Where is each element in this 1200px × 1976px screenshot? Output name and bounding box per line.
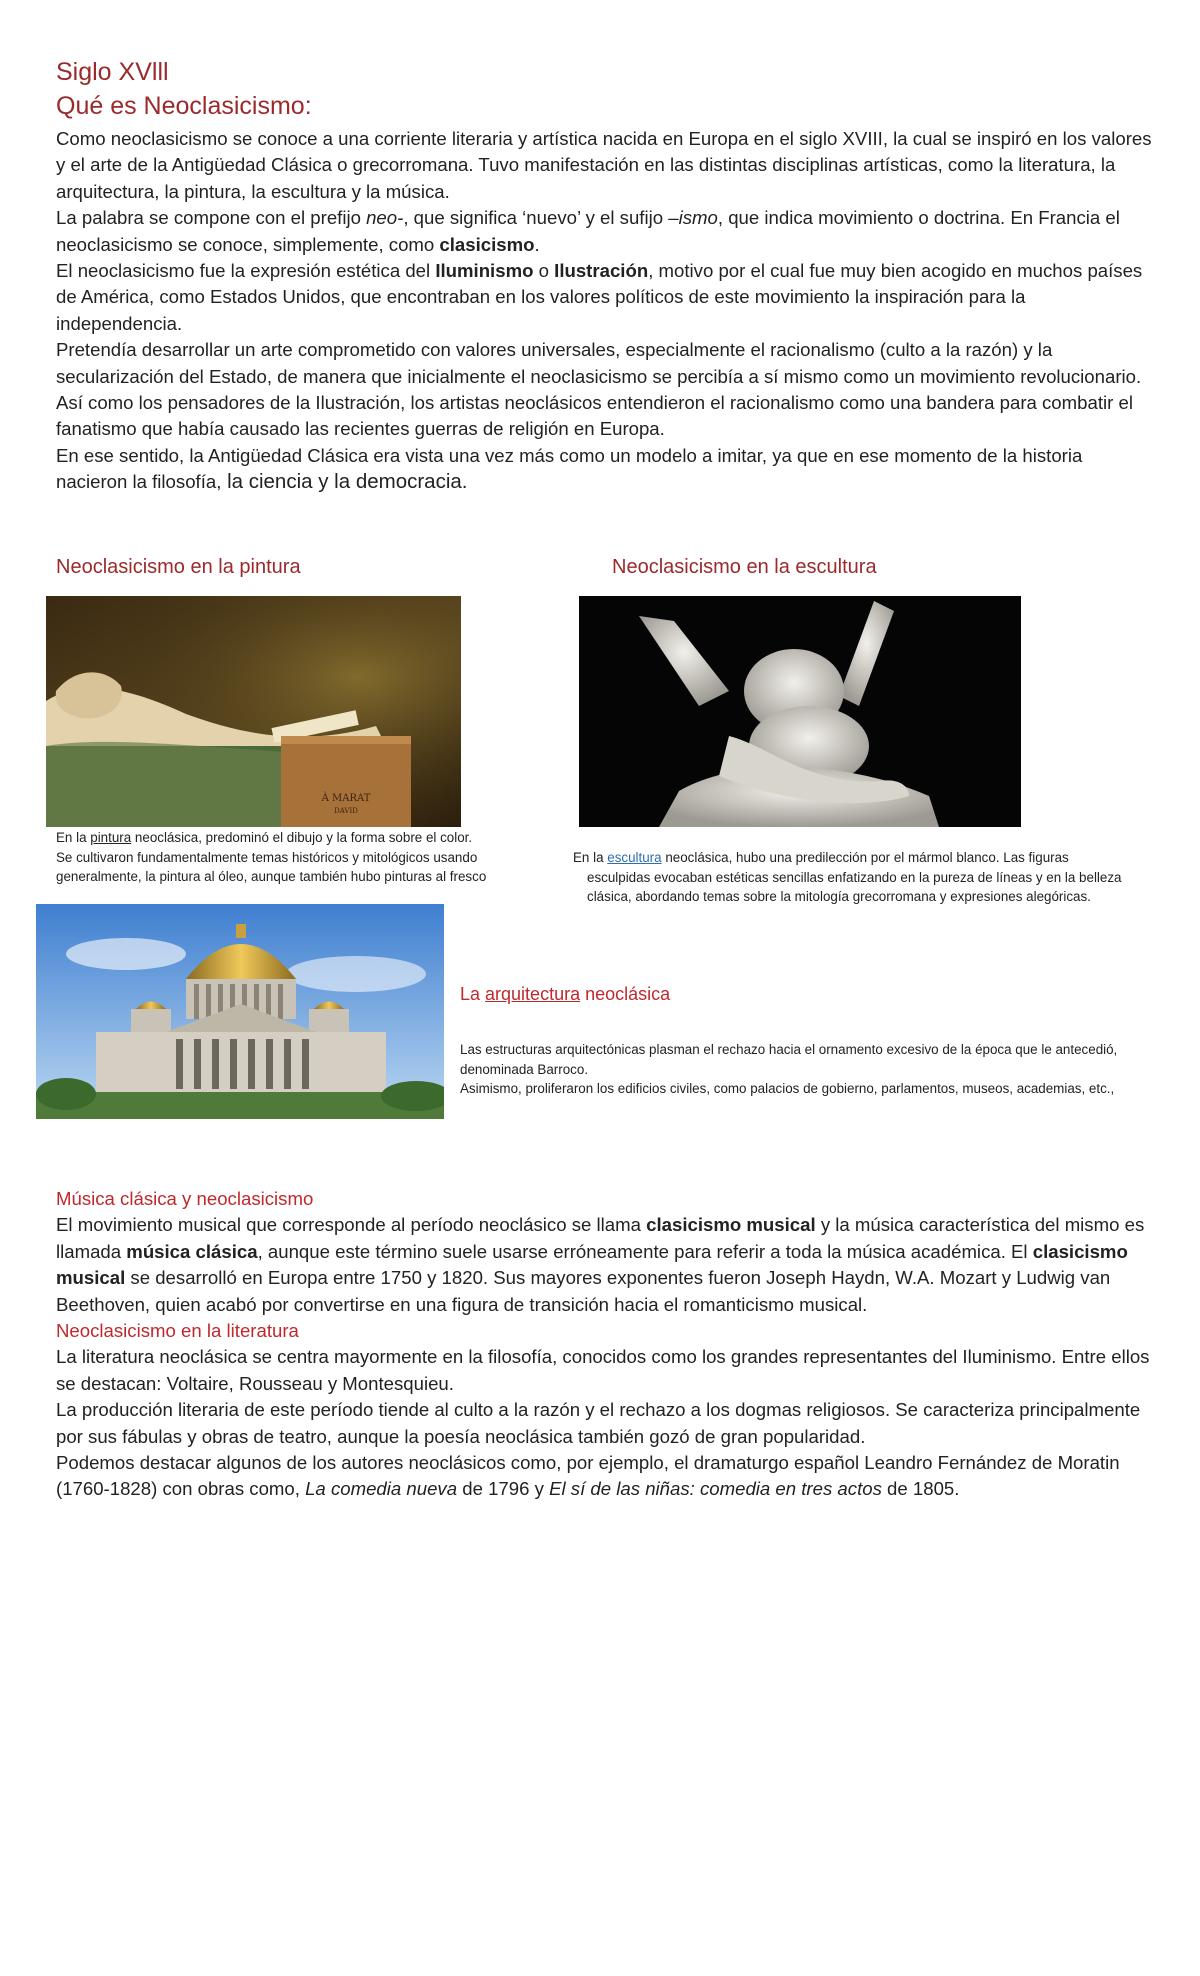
architecture-caption: Las estructuras arquitectónicas plasman el rechazo hacia el ornamento excesivo de la época que le antecedió, denominada Barroco. Asimismo, proliferaron los edificios civiles, como palacios de gobierno, parlamentos, museos, academias, etc., bbox=[460, 1042, 1118, 1096]
music-paragraph: El movimiento musical que corresponde al período neoclásico se llama clasicismo musical y la música característica del mismo es llamada música clásica, aunque este término suele usarse erróneamente para referir a toda la música académica. El clasicismo musical se desarrolló en Europa entre 1750 y 1820. Sus mayores exponentes fueron Joseph Haydn, W.A. Mozart y Ludwig van Beethoven, quien acabó por convertirse en una figura de transición hacia el romanticismo musical. bbox=[56, 1214, 1145, 1315]
sculpture-image bbox=[579, 596, 1021, 827]
intro-paragraph: En ese sentido, la Antigüedad Clásica era vista una vez más como un modelo a imitar, ya que en ese momento de la historia nacieron la filosofía, la ciencia y la democracia. bbox=[56, 444, 1083, 494]
architecture-image bbox=[36, 904, 444, 1119]
intro-paragraph: El neoclasicismo fue la expresión estética del Iluminismo o Ilustración, motivo por el cual fue muy bien acogido en muchos países de América, como Estados Unidos, que encontraban en los valores políticos de este movimiento la inspiración para la independencia. bbox=[56, 260, 1143, 334]
literature-paragraph: La producción literaria de este período tiende al culto a la razón y el rechazo a los dogmas religiosos. Se caracteriza principalmente por sus fábulas y obras de teatro, aunque la poesía neoclásica también gozó de gran popularidad. bbox=[56, 1399, 1141, 1447]
painting-box-inscription: À MARAT bbox=[321, 793, 371, 804]
page-title: Siglo XVlll bbox=[56, 58, 169, 86]
literature-paragraph: Podemos destacar algunos de los autores neoclásicos como, por ejemplo, el dramaturgo español Leandro Fernández de Moratin (1760-1828) con obras como, La comedia nueva de 1796 y El sí de las niñas: comedia en tres actos de 1805. bbox=[56, 1452, 1120, 1500]
pintura-link[interactable]: pintura bbox=[90, 830, 132, 845]
arquitectura-link[interactable]: arquitectura bbox=[485, 984, 581, 1004]
sculpture-caption: En la escultura neoclásica, hubo una predilección por el mármol blanco. Las figuras esculpidas evocaban estéticas sencillas enfatizando en la pureza de líneas y en la belleza clásica, abordando temas sobre la mitología grecorromana y expresiones alegóricas. bbox=[573, 850, 1122, 904]
architecture-heading: La arquitectura neoclásica bbox=[460, 984, 671, 1004]
escultura-link[interactable]: escultura bbox=[607, 850, 662, 865]
painting-box-signature: DAVID bbox=[334, 807, 358, 815]
sculpture-heading: Neoclasicismo en la escultura bbox=[612, 556, 877, 578]
painting-heading: Neoclasicismo en la pintura bbox=[56, 556, 301, 578]
intro-section bbox=[56, 126, 1156, 496]
literature-heading: Neoclasicismo en la literatura bbox=[56, 1320, 299, 1342]
painting-caption: En la pintura neoclásica, predominó el dibujo y la forma sobre el color. Se cultivaron fundamentalmente temas históricos y mitológicos usando generalmente, la pintura al óleo, aunque también hubo pinturas al fresco bbox=[56, 830, 487, 884]
music-heading: Música clásica y neoclasicismo bbox=[56, 1188, 314, 1209]
literature-paragraph: La literatura neoclásica se centra mayormente en la filosofía, conocidos como los grandes representantes del Iluminismo. Entre ellos se destacan: Voltaire, Rousseau y Montesquieu. bbox=[56, 1346, 1150, 1394]
painting-image bbox=[46, 596, 461, 827]
intro-paragraph: Como neoclasicismo se conoce a una corriente literaria y artística nacida en Europa en el siglo XVIII, la cual se inspiró en los valores y el arte de la Antigüedad Clásica o grecorromana. Tuvo manifestación en las distintas disciplinas artísticas, como la literatura, la arquitectura, la pintura, la escultura y la música. bbox=[56, 128, 1152, 202]
intro-paragraph: Así como los pensadores de la Ilustración, los artistas neoclásicos entendieron el racionalismo como una bandera para combatir el fanatismo que había causado las recientes guerras de religión en Europa. bbox=[56, 392, 1133, 440]
page-subtitle: Qué es Neoclasicismo: bbox=[56, 92, 312, 120]
intro-paragraph: Pretendía desarrollar un arte comprometido con valores universales, especialmente el racionalismo (culto a la razón) y la secularización del Estado, de manera que inicialmente el neoclasicismo se percibía a sí mismo como un movimiento revolucionario. bbox=[56, 339, 1142, 387]
intro-paragraph: La palabra se compone con el prefijo neo-, que significa ‘nuevo’ y el sufijo –ismo, que indica movimiento o doctrina. En Francia el neoclasicismo se conoce, simplemente, como clasicismo. bbox=[56, 207, 1120, 255]
music-literature-section bbox=[56, 1186, 1166, 1503]
